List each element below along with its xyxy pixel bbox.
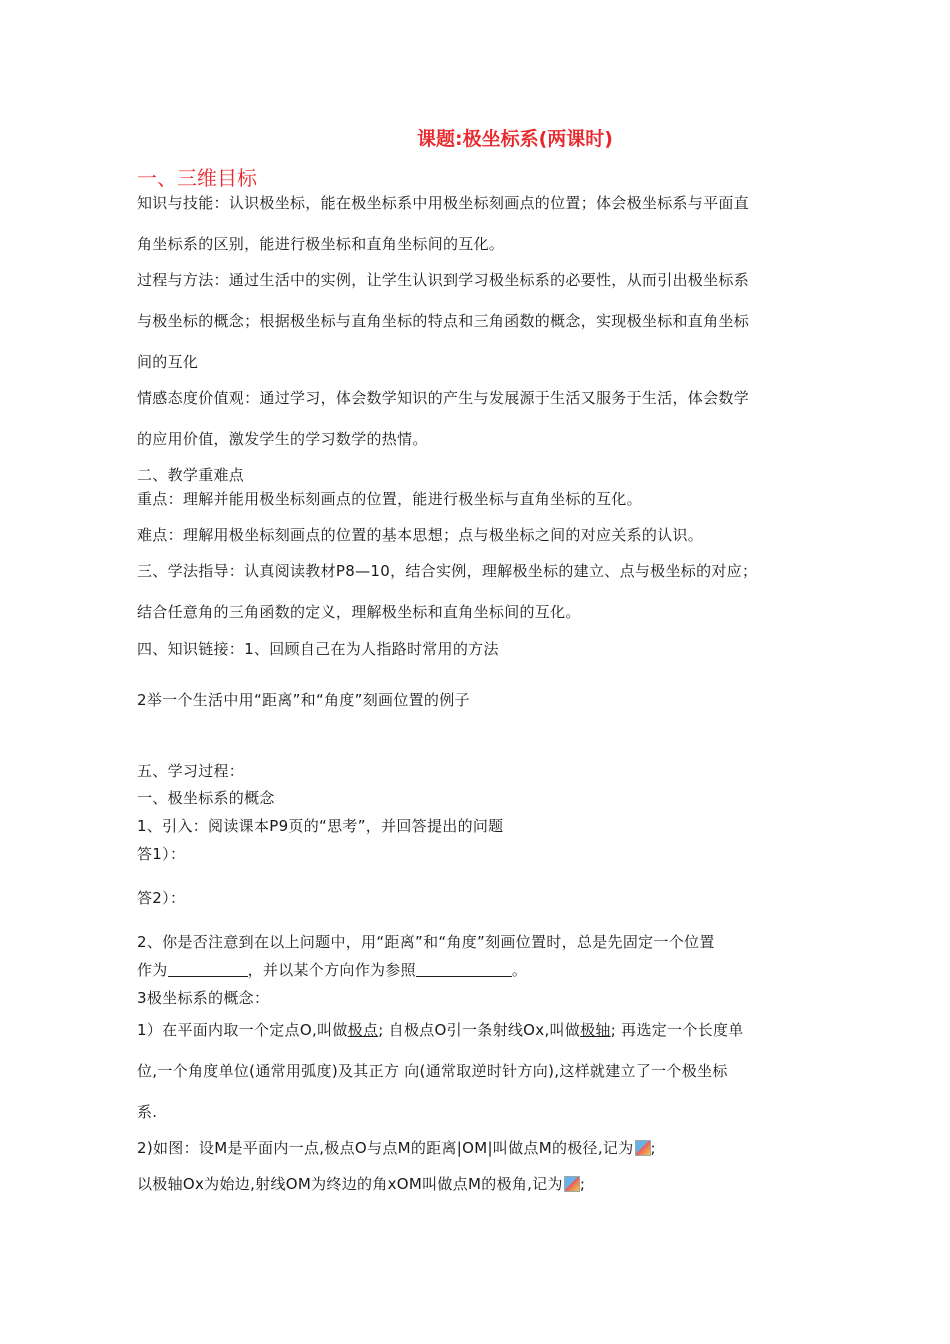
answer-blank-direction[interactable]: [416, 962, 512, 977]
def2-text-2: 以极轴Ox为始边,射线OM为终边的角xOM叫做点M的极角,记为: [137, 1175, 563, 1193]
section3-line2: 结合任意角的三角函数的定义，理解极坐标和直角坐标间的互化。: [137, 603, 581, 621]
difficult-point: 难点：理解用极坐标刻画点的位置的基本思想；点与极坐标之间的对应关系的认识。: [137, 526, 704, 544]
question2-line1: 2、你是否注意到在以上问题中，用“距离”和“角度”刻画位置时，总是先固定一个位置: [137, 933, 715, 951]
goal-process-line2: 与极坐标的概念；根据极坐标与直角坐标的特点和三角函数的概念，实现极坐标和直角坐标: [137, 312, 750, 330]
broken-image-icon: [564, 1176, 580, 1192]
answer2: 答2）：: [137, 889, 186, 907]
sub1-heading: 一、极坐标系的概念: [137, 789, 275, 807]
term-pole: 极点: [347, 1021, 379, 1039]
intro-line: 1、引入：阅读课本P9页的“思考”，并回答提出的问题: [137, 817, 504, 835]
def1-text-c: ; 再选定一个长度单: [610, 1021, 744, 1039]
answer1: 答1）：: [137, 845, 186, 863]
goal-emotion-line1: 情感态度价值观：通过学习，体会数学知识的产生与发展源于生活又服务于生活，体会数学: [137, 389, 750, 407]
term-polar-axis: 极轴: [580, 1021, 611, 1039]
def2-text-1: 2)如图：设M是平面内一点,极点O与点M的距离|OM|叫做点M的极径,记为: [137, 1139, 634, 1157]
section4-line2: 2举一个生活中用“距离”和“角度”刻画位置的例子: [137, 691, 470, 709]
goal-knowledge-line2: 角坐标系的区别，能进行极坐标和直角坐标间的互化。: [137, 235, 505, 253]
goal-process-line1: 过程与方法：通过生活中的实例，让学生认识到学习极坐标系的必要性，从而引出极坐标系: [137, 271, 750, 289]
q2-text-c: 。: [511, 961, 528, 979]
goal-emotion-line2: 的应用价值，激发学生的学习数学的热情。: [137, 430, 428, 448]
def1-text-a: 1）在平面内取一个定点O,叫做: [137, 1021, 348, 1039]
definition1-line2: 位,一个角度单位(通常用弧度)及其正方 向(通常取逆时针方向),这样就建立了一个极坐标: [137, 1062, 728, 1080]
concept-heading: 3极坐标系的概念：: [137, 989, 270, 1007]
def2-text-2-end: ;: [579, 1175, 586, 1193]
definition1-line3: 系.: [137, 1103, 158, 1121]
def1-text-b: ; 自极点O引一条射线Ox,叫做: [378, 1021, 581, 1039]
goal-process-line3: 间的互化: [137, 353, 199, 371]
q2-text-a: 作为: [137, 961, 168, 979]
definition2-line1: [137, 1137, 656, 1158]
goal-knowledge-line1: 知识与技能：认识极坐标，能在极坐标系中用极坐标刻画点的位置；体会极坐标系与平面直: [137, 194, 750, 212]
answer-blank-position[interactable]: [168, 962, 248, 977]
q2-text-b: ，并以某个方向作为参照: [247, 961, 416, 979]
def2-text-1-end: ;: [650, 1139, 656, 1157]
definition2-line2: [137, 1173, 585, 1194]
key-point: 重点：理解并能用极坐标刻画点的位置，能进行极坐标与直角坐标的互化。: [137, 490, 642, 508]
section4-line1: 四、知识链接：1、回顾自己在为人指路时常用的方法: [137, 640, 499, 658]
section2-heading: 二、教学重难点: [137, 466, 245, 484]
section3-line1: 三、学法指导：认真阅读教材P8—10，结合实例，理解极坐标的建立、点与极坐标的对应；: [137, 562, 758, 580]
broken-image-icon: [635, 1140, 651, 1156]
definition1-line1: [137, 1019, 744, 1040]
section1-heading: 一、三维目标: [137, 166, 257, 190]
question2-line2: [137, 959, 527, 980]
section5-heading: 五、学习过程：: [137, 762, 245, 780]
doc-title: 课题:极坐标系(两课时): [417, 128, 613, 150]
